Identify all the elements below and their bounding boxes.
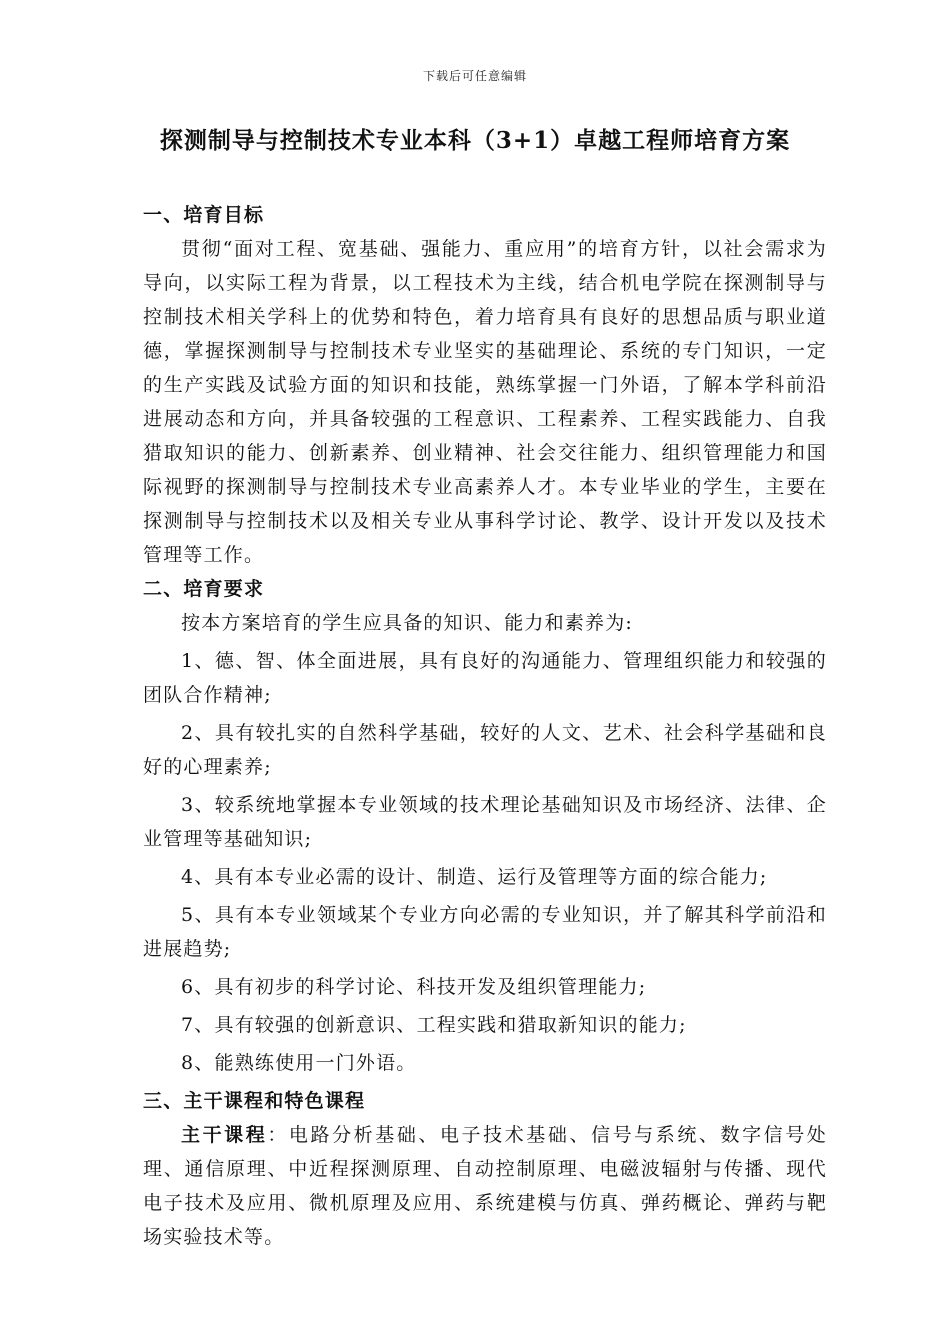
- requirement-item-8: 8、能熟练使用一门外语。: [181, 1052, 417, 1074]
- section-heading-courses: 三、主干课程和特色课程: [143, 1090, 366, 1112]
- requirement-item-4: 4、具有本专业必需的设计、制造、运行及管理等方面的综合能力;: [181, 866, 768, 888]
- core-courses-text: 电路分析基础、电子技术基础、信号与系统、数字信号处理、通信原理、中近程探测原理、自动控制原理、电磁波辐射与传播、现代电子技术及应用、微机原理及应用、系统建模与仿真、弹药概论、弹药与靶场实验技术等。: [143, 1124, 828, 1248]
- requirement-item-3: 3、较系统地掌握本专业领域的技术理论基础知识及市场经济、法律、企业管理等基础知识;: [143, 794, 827, 850]
- requirement-item-7: 7、具有较强的创新意识、工程实践和猎取新知识的能力;: [181, 1014, 687, 1036]
- core-courses-separator: ：: [267, 1124, 289, 1146]
- requirement-item-6: 6、具有初步的科学讨论、科技开发及组织管理能力;: [181, 976, 647, 998]
- document-body: [143, 198, 827, 1254]
- header-note: 下载后可任意编辑: [422, 69, 527, 83]
- section-heading-requirements: 二、培育要求: [143, 578, 265, 600]
- requirement-item-1: 1、德、智、体全面进展，具有良好的沟通能力、管理组织能力和较强的团队合作精神;: [143, 650, 827, 706]
- core-courses-label: 主干课程: [181, 1124, 268, 1146]
- page-title: 探测制导与控制技术专业本科（3+1）卓越工程师培育方案: [159, 127, 791, 154]
- core-courses-paragraph: [143, 1118, 827, 1254]
- requirements-intro: 按本方案培育的学生应具备的知识、能力和素养为:: [181, 612, 634, 634]
- goals-paragraph: 贯彻“面对工程、宽基础、强能力、重应用”的培育方针，以社会需求为导向，以实际工程为背景，以工程技术为主线，结合机电学院在探测制导与控制技术相关学科上的优势和特色，着力培育具有良好的思想品质与职业道德，掌握探测制导与控制技术专业坚实的基础理论、系统的专门知识，一定的生产实践及试验方面的知识和技能，熟练掌握一门外语，了解本学科前沿进展动态和方向，并具备较强的工程意识、工程素养、工程实践能力、自我猎取知识的能力、创新素养、创业精神、社会交往能力、组织管理能力和国际视野的探测制导与控制技术专业高素养人才。本专业毕业的学生，主要在探测制导与控制技术以及相关专业从事科学讨论、教学、设计开发以及技术管理等工作。: [143, 238, 827, 566]
- section-heading-goals: 一、培育目标: [143, 204, 265, 226]
- requirement-item-2: 2、具有较扎实的自然科学基础，较好的人文、艺术、社会科学基础和良好的心理素养;: [143, 722, 827, 778]
- requirement-item-5: 5、具有本专业领域某个专业方向必需的专业知识，并了解其科学前沿和进展趋势;: [143, 904, 827, 960]
